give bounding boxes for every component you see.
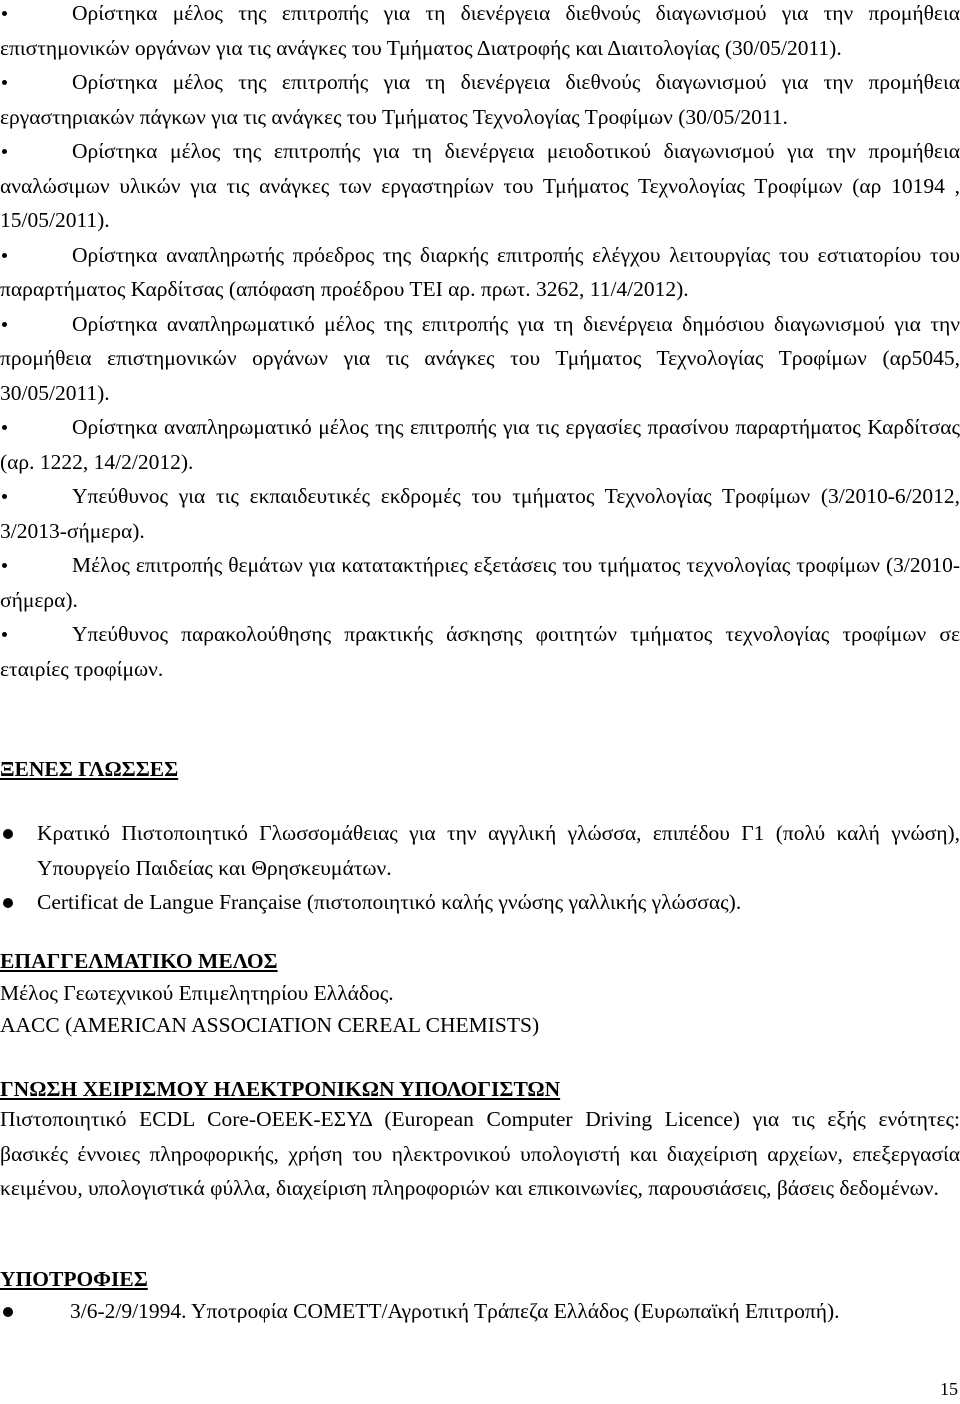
list-item (0, 548, 960, 617)
list-item (0, 410, 960, 479)
list-item-text: Κρατικό Πιστοποιητικό Γλωσσομάθειας για την αγγλική γλώσσα, επιπέδου Γ1 (πολύ καλή γνώση), Υπουργείο Παιδείας και Θρησκευμάτων. (37, 821, 960, 880)
list-item (0, 816, 960, 885)
bullet-icon (2, 425, 7, 430)
bullet-icon (3, 898, 13, 908)
bullet-icon (2, 149, 7, 154)
languages-heading: ΞΕΝΕΣ ΓΛΩΣΣΕΣ (0, 757, 179, 781)
scholarships-list (0, 1294, 960, 1329)
list-item-text: Υπεύθυνος παρακολούθησης πρακτικής άσκησης φοιτητών τμήματος τεχνολογίας τροφίμων σε εταιρίες τροφίμων. (0, 622, 960, 681)
computer-text: Πιστοποιητικό ECDL Core-ΟΕΕΚ-ΕΣΥΔ (European Computer Driving Licence) για τις εξής ενότητες: βασικές έννοιες πληροφορικής, χρήση του ηλεκτρονικού υπολογιστή και διαχείριση αρχείων, επεξεργασία κειμένου, υπολογιστικά φύλλα, διαχείριση πληροφοριών και επικοινωνίες, παρουσιάσεις, βάσεις δεδομένων. (0, 1107, 960, 1200)
bullet-icon (2, 11, 7, 16)
professional-heading: ΕΠΑΓΓΕΛΜΑΤΙΚΟ ΜΕΛΟΣ (0, 949, 278, 973)
list-item (0, 238, 960, 307)
list-item (0, 307, 960, 411)
list-item-text: Ορίστηκα μέλος της επιτροπής για τη διενέργεια μειοδοτικού διαγωνισμού για την προμήθεια αναλώσιμων υλικών για τις ανάγκες των εργαστηρίων του Τμήματος Τεχνολογίας Τροφίμων (αρ 10194 , 15/05/2011). (0, 139, 960, 232)
committee-list (0, 0, 960, 686)
languages-list (0, 816, 960, 920)
list-item-text: Μέλος επιτροπής θεμάτων για κατατακτήριες εξετάσεις του τμήματος τεχνολογίας τροφίμων (3/2010-σήμερα). (0, 553, 960, 612)
bullet-icon (2, 494, 7, 499)
list-item-text: Certificat de Langue Française (πιστοποιητικό καλής γνώσης γαλλικής γλώσσας). (37, 890, 742, 914)
list-item-text: Ορίστηκα μέλος της επιτροπής για τη διενέργεια διεθνούς διαγωνισμού για την προμήθεια εργαστηριακών πάγκων για τις ανάγκες του Τμήματος Τεχνολογίας Τροφίμων (30/05/2011. (0, 70, 960, 129)
page-number: 15 (940, 1379, 958, 1399)
list-item (0, 0, 960, 65)
list-item-text: Ορίστηκα μέλος της επιτροπής για τη διενέργεια διεθνούς διαγωνισμού για την προμήθεια επιστημονικών οργάνων για τις ανάγκες του Τμήματος Διατροφής και Διαιτολογίας (30/05/2011). (0, 1, 960, 60)
list-item-text: Υπεύθυνος για τις εκπαιδευτικές εκδρομές του τμήματος Τεχνολογίας Τροφίμων (3/2010-6/2012, 3/2013-σήμερα). (0, 484, 960, 543)
bullet-icon (2, 563, 7, 568)
bullet-icon (2, 253, 7, 258)
list-item-text: 3/6-2/9/1994. Υποτροφία COMETT/Αγροτική Τράπεζα Ελλάδος (Ευρωπαϊκή Επιτροπή). (70, 1299, 840, 1323)
professional-line-1: Μέλος Γεωτεχνικού Επιμελητηρίου Ελλάδος. (0, 981, 394, 1005)
bullet-icon (2, 632, 7, 637)
bullet-icon (3, 829, 13, 839)
bullet-icon (2, 80, 7, 85)
bullet-icon (3, 1307, 13, 1317)
list-item (0, 134, 960, 238)
professional-line-2: AACC (AMERICAN ASSOCIATION CEREAL CHEMISTS) (0, 1013, 540, 1037)
list-item-text: Ορίστηκα αναπληρωματικό μέλος της επιτροπής για τη διενέργεια δημόσιου διαγωνισμού για την προμήθεια επιστημονικών οργάνων για τις ανάγκες του Τμήματος Τεχνολογίας Τροφίμων (αρ5045, 30/05/2011). (0, 311, 960, 405)
list-item (0, 885, 960, 920)
list-item (0, 479, 960, 548)
list-item (0, 1294, 960, 1329)
list-item-text: Ορίστηκα αναπληρωματικό μέλος της επιτροπής για τις εργασίες πρασίνου παραρτήματος Καρδίτσας (αρ. 1222, 14/2/2012). (0, 415, 960, 474)
list-item (0, 617, 960, 686)
computer-heading: ΓΝΩΣΗ ΧΕΙΡΙΣΜΟΥ ΗΛΕΚΤΡΟΝΙΚΩΝ ΥΠΟΛΟΓΙΣΤΩΝ (0, 1077, 561, 1101)
scholarships-heading: ΥΠΟΤΡΟΦΙΕΣ (0, 1267, 148, 1291)
bullet-icon (2, 322, 7, 327)
list-item (0, 65, 960, 134)
list-item-text: Ορίστηκα αναπληρωτής πρόεδρος της διαρκής επιτροπής ελέγχου λειτουργίας του εστιατορίου του παραρτήματος Καρδίτσας (απόφαση προέδρου ΤΕΙ αρ. πρωτ. 3262, 11/4/2012). (0, 242, 960, 301)
